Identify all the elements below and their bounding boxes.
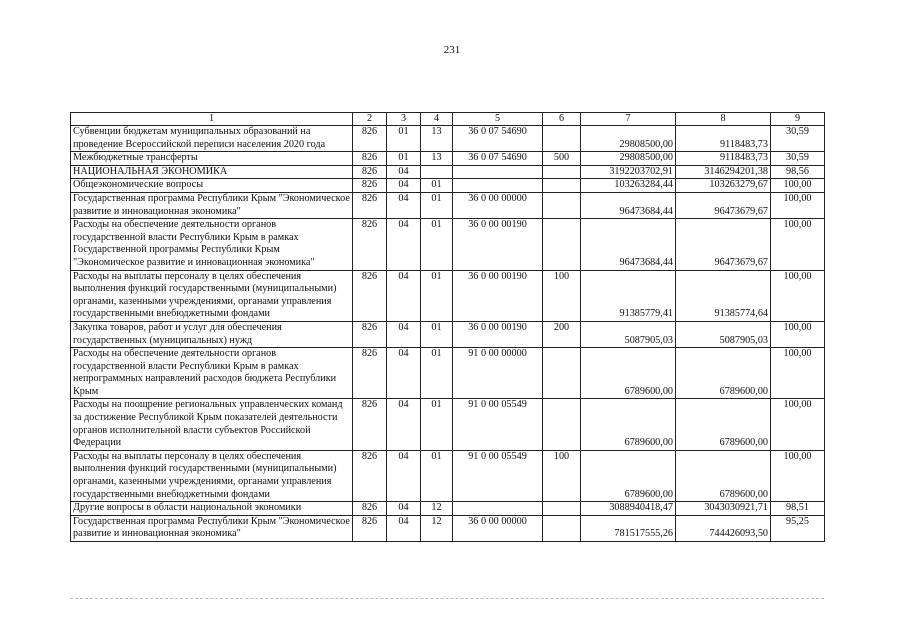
item-name-cell: Расходы на обеспечение деятельности органов государственной власти Республики Крым в рамках непрограммных направлений расходов бюджета Республики Крым: [71, 348, 353, 399]
executed-amount-cell: 9118483,73: [676, 126, 771, 152]
table-row: [71, 321, 825, 347]
planned-amount-cell: 91385779,41: [581, 270, 676, 321]
ministry-code-cell: 826: [353, 270, 387, 321]
section-code-cell: 04: [387, 321, 421, 347]
expense-type-cell: [543, 515, 581, 541]
planned-amount-cell: 29808500,00: [581, 126, 676, 152]
table-row: [71, 502, 825, 516]
execution-percent-cell: 100,00: [771, 179, 825, 193]
section-code-cell: 04: [387, 165, 421, 179]
target-article-cell: 91 0 00 05549: [453, 450, 543, 501]
item-name-cell: Расходы на поощрение региональных управленческих команд за достижение Республикой Крым показателей деятельности органов исполнительной власти субъектов Российской Федерации: [71, 399, 353, 450]
table-row: [71, 399, 825, 450]
section-code-cell: 01: [387, 126, 421, 152]
executed-amount-cell: 3043030921,71: [676, 502, 771, 516]
expense-type-cell: [543, 219, 581, 270]
expense-type-cell: 500: [543, 152, 581, 166]
section-code-cell: 04: [387, 515, 421, 541]
planned-amount-cell: 29808500,00: [581, 152, 676, 166]
item-name-cell: Расходы на выплаты персоналу в целях обеспечения выполнения функций государственными (муниципальными) органами, казенными учреждениями, органами управления государственными внебюджетными фондами: [71, 450, 353, 501]
target-article-cell: 91 0 00 05549: [453, 399, 543, 450]
table-row: [71, 515, 825, 541]
section-code-cell: 04: [387, 502, 421, 516]
execution-percent-cell: 30,59: [771, 126, 825, 152]
table-row: [71, 270, 825, 321]
item-name-cell: Расходы на обеспечение деятельности органов государственной власти Республики Крым в рамках Государственной программы Республики Крым "Экономическое развитие и инновационная экономика": [71, 219, 353, 270]
execution-percent-cell: 100,00: [771, 270, 825, 321]
expense-type-cell: [543, 502, 581, 516]
execution-percent-cell: 100,00: [771, 321, 825, 347]
table-row: [71, 126, 825, 152]
subsection-code-cell: [421, 165, 453, 179]
item-name-cell: НАЦИОНАЛЬНАЯ ЭКОНОМИКА: [71, 165, 353, 179]
execution-percent-cell: 100,00: [771, 450, 825, 501]
ministry-code-cell: 826: [353, 179, 387, 193]
ministry-code-cell: 826: [353, 192, 387, 218]
planned-amount-cell: 3192203702,91: [581, 165, 676, 179]
subsection-code-cell: 01: [421, 450, 453, 501]
target-article-cell: [453, 165, 543, 179]
planned-amount-cell: 5087905,03: [581, 321, 676, 347]
subsection-code-cell: 13: [421, 152, 453, 166]
planned-amount-cell: 6789600,00: [581, 399, 676, 450]
executed-amount-cell: 96473679,67: [676, 192, 771, 218]
expense-type-cell: [543, 399, 581, 450]
subsection-code-cell: 01: [421, 270, 453, 321]
column-number-row: [71, 113, 825, 126]
subsection-code-cell: 01: [421, 192, 453, 218]
target-article-cell: 36 0 07 54690: [453, 152, 543, 166]
section-code-cell: 04: [387, 219, 421, 270]
section-code-cell: 04: [387, 348, 421, 399]
ministry-code-cell: 826: [353, 126, 387, 152]
ministry-code-cell: 826: [353, 515, 387, 541]
column-header: 1: [71, 113, 353, 126]
expense-type-cell: [543, 348, 581, 399]
subsection-code-cell: 01: [421, 399, 453, 450]
ministry-code-cell: 826: [353, 321, 387, 347]
item-name-cell: Межбюджетные трансферты: [71, 152, 353, 166]
expense-type-cell: 100: [543, 450, 581, 501]
target-article-cell: 36 0 00 00190: [453, 219, 543, 270]
subsection-code-cell: 01: [421, 179, 453, 193]
executed-amount-cell: 103263279,67: [676, 179, 771, 193]
target-article-cell: [453, 502, 543, 516]
page-number: 231: [443, 44, 461, 56]
executed-amount-cell: 91385774,64: [676, 270, 771, 321]
subsection-code-cell: 01: [421, 321, 453, 347]
section-code-cell: 01: [387, 152, 421, 166]
target-article-cell: 36 0 00 00000: [453, 515, 543, 541]
execution-percent-cell: 30,59: [771, 152, 825, 166]
section-code-cell: 04: [387, 179, 421, 193]
target-article-cell: 36 0 07 54690: [453, 126, 543, 152]
executed-amount-cell: 6789600,00: [676, 399, 771, 450]
column-header: 2: [353, 113, 387, 126]
item-name-cell: Закупка товаров, работ и услуг для обеспечения государственных (муниципальных) нужд: [71, 321, 353, 347]
executed-amount-cell: 3146294201,38: [676, 165, 771, 179]
target-article-cell: 36 0 00 00000: [453, 192, 543, 218]
executed-amount-cell: 6789600,00: [676, 450, 771, 501]
column-header: 3: [387, 113, 421, 126]
table-row: [71, 219, 825, 270]
ministry-code-cell: 826: [353, 450, 387, 501]
ministry-code-cell: 826: [353, 399, 387, 450]
table-row: [71, 348, 825, 399]
item-name-cell: Субвенции бюджетам муниципальных образований на проведение Всероссийской переписи населения 2020 года: [71, 126, 353, 152]
column-header: 8: [676, 113, 771, 126]
table-row: [71, 179, 825, 193]
item-name-cell: Другие вопросы в области национальной экономики: [71, 502, 353, 516]
item-name-cell: Государственная программа Республики Крым "Экономическое развитие и инновационная экономика": [71, 192, 353, 218]
subsection-code-cell: 12: [421, 502, 453, 516]
execution-percent-cell: 98,51: [771, 502, 825, 516]
column-header: 4: [421, 113, 453, 126]
expense-type-cell: [543, 192, 581, 218]
expense-type-cell: [543, 179, 581, 193]
planned-amount-cell: 6789600,00: [581, 450, 676, 501]
subsection-code-cell: 12: [421, 515, 453, 541]
executed-amount-cell: 744426093,50: [676, 515, 771, 541]
section-code-cell: 04: [387, 399, 421, 450]
execution-percent-cell: 100,00: [771, 219, 825, 270]
execution-percent-cell: 100,00: [771, 348, 825, 399]
target-article-cell: [453, 179, 543, 193]
subsection-code-cell: 01: [421, 348, 453, 399]
table-row: [71, 192, 825, 218]
planned-amount-cell: 781517555,26: [581, 515, 676, 541]
section-code-cell: 04: [387, 450, 421, 501]
target-article-cell: 36 0 00 00190: [453, 270, 543, 321]
budget-table: [70, 112, 825, 542]
subsection-code-cell: 13: [421, 126, 453, 152]
column-header: 7: [581, 113, 676, 126]
ministry-code-cell: 826: [353, 219, 387, 270]
table-row: [71, 152, 825, 166]
item-name-cell: Общеэкономические вопросы: [71, 179, 353, 193]
subsection-code-cell: 01: [421, 219, 453, 270]
column-header: 5: [453, 113, 543, 126]
ministry-code-cell: 826: [353, 502, 387, 516]
table-row: [71, 165, 825, 179]
expense-type-cell: 200: [543, 321, 581, 347]
section-code-cell: 04: [387, 192, 421, 218]
table-continuation-line: [70, 598, 824, 599]
planned-amount-cell: 6789600,00: [581, 348, 676, 399]
expense-type-cell: [543, 126, 581, 152]
expense-type-cell: 100: [543, 270, 581, 321]
column-header: 9: [771, 113, 825, 126]
planned-amount-cell: 96473684,44: [581, 219, 676, 270]
executed-amount-cell: 5087905,03: [676, 321, 771, 347]
planned-amount-cell: 96473684,44: [581, 192, 676, 218]
target-article-cell: 36 0 00 00190: [453, 321, 543, 347]
executed-amount-cell: 9118483,73: [676, 152, 771, 166]
expense-type-cell: [543, 165, 581, 179]
executed-amount-cell: 6789600,00: [676, 348, 771, 399]
ministry-code-cell: 826: [353, 165, 387, 179]
item-name-cell: Расходы на выплаты персоналу в целях обеспечения выполнения функций государственными (муниципальными) органами, казенными учреждениями, органами управления государственными внебюджетными фондами: [71, 270, 353, 321]
planned-amount-cell: 103263284,44: [581, 179, 676, 193]
planned-amount-cell: 3088940418,47: [581, 502, 676, 516]
section-code-cell: 04: [387, 270, 421, 321]
table-row: [71, 450, 825, 501]
item-name-cell: Государственная программа Республики Крым "Экономическое развитие и инновационная экономика": [71, 515, 353, 541]
ministry-code-cell: 826: [353, 152, 387, 166]
ministry-code-cell: 826: [353, 348, 387, 399]
execution-percent-cell: 95,25: [771, 515, 825, 541]
execution-percent-cell: 100,00: [771, 399, 825, 450]
execution-percent-cell: 100,00: [771, 192, 825, 218]
executed-amount-cell: 96473679,67: [676, 219, 771, 270]
execution-percent-cell: 98,56: [771, 165, 825, 179]
column-header: 6: [543, 113, 581, 126]
target-article-cell: 91 0 00 00000: [453, 348, 543, 399]
